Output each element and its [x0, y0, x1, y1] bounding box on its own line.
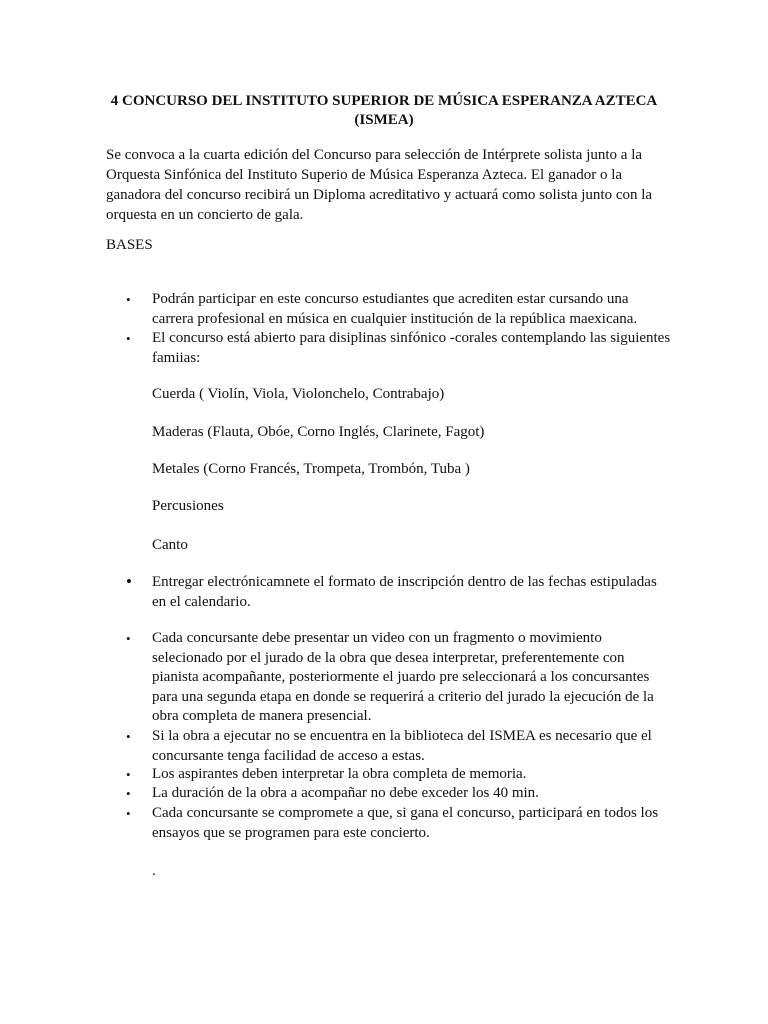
bases-heading: BASES	[106, 237, 153, 253]
family-percusiones: Percusiones	[152, 498, 224, 514]
bullet-item-1: Podrán participar en este concurso estudiantes que acrediten estar cursando una carrera profesional en música en cualquier institución de la república maexicana.	[152, 291, 638, 327]
intro-paragraph: Se convoca a la cuarta edición del Concurso para selección de Intérprete solista junto a la Orquesta Sinfónica del Instituto Superio de Música Esperanza Azteca. El ganador o la ganadora del concurso recibirá un Diploma acreditativo y actuará como solista junto con la orquesta en un concierto de gala.	[106, 147, 653, 223]
family-maderas: Maderas (Flauta, Obóe, Corno Inglés, Clarinete, Fagot)	[152, 424, 485, 440]
bullet-marker: •	[126, 767, 131, 782]
bullet-marker: •	[126, 729, 131, 744]
bullet-marker: •	[126, 572, 132, 591]
bullet-item-8: Cada concursante se compromete a que, si gana el concurso, participará en todos los ensayos que se programen para este concierto.	[152, 805, 659, 841]
bullet-marker: •	[126, 292, 131, 307]
bullet-item-7: La duración de la obra a acompañar no debe exceder los 40 min.	[152, 785, 539, 801]
bullet-item-4: Cada concursante debe presentar un video con un fragmento o movimiento selecionado por el jurado de la obra que desea interpretar, preferentemente con pianista acompañante, posteriormente el juardo pre seleccionará a los concursantes para una segunda etapa en donde se requerirá a criterio del jurado la ejecución de la obra completa de manera presencial.	[152, 630, 654, 724]
bullet-item-5: Si la obra a ejecutar no se encuentra en la biblioteca del ISMEA es necesario que el concursante tenga facilidad de acceso a estas.	[152, 728, 652, 764]
family-canto: Canto	[152, 537, 188, 553]
bullet-item-3: Entregar electrónicamnete el formato de inscripción dentro de las fechas estipuladas en el calendario.	[152, 574, 657, 610]
family-metales: Metales (Corno Francés, Trompeta, Trombón, Tuba )	[152, 461, 470, 477]
bullet-item-2: El concurso está abierto para disiplinas sinfónico -corales contemplando las siguientes famiias:	[152, 330, 671, 366]
bullet-marker: •	[126, 631, 131, 646]
bullet-marker: •	[126, 331, 131, 346]
family-cuerda: Cuerda ( Violín, Viola, Violonchelo, Contrabajo)	[152, 386, 445, 402]
bullet-marker: •	[126, 806, 131, 821]
document-title: 4 CONCURSO DEL INSTITUTO SUPERIOR DE MÚSICA ESPERANZA AZTECA (ISMEA)	[110, 93, 658, 128]
bullet-item-6: Los aspirantes deben interpretar la obra completa de memoria.	[152, 766, 527, 782]
trailing-mark: .	[152, 863, 156, 879]
bullet-marker: •	[126, 786, 131, 801]
